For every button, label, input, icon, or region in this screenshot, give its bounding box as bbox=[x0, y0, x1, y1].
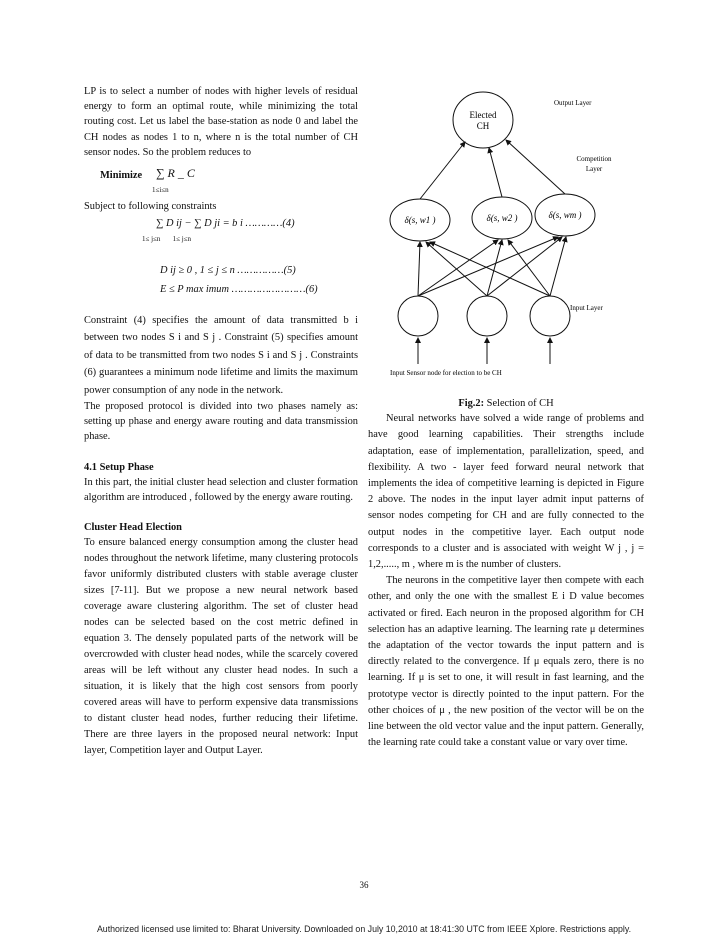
elected-label-line1: Elected bbox=[469, 110, 497, 120]
competition-node-3-label: δ(s, wm ) bbox=[548, 210, 582, 220]
figure-caption-text: Selection of CH bbox=[484, 398, 554, 409]
protocol-paragraph: The proposed protocol is divided into two phases namely as: setting up phase and energy aware routing and data transmission phase. bbox=[84, 401, 358, 443]
competition-node-1-label: δ(s, w1 ) bbox=[404, 215, 436, 225]
equation-4-subscript: 1≤ j≤n 1≤ j≤n bbox=[142, 235, 192, 243]
equation-6: E ≤ P max imum ……………………(6) bbox=[160, 284, 318, 295]
cluster-head-election-heading: Cluster Head Election bbox=[84, 522, 182, 534]
intro-paragraph: LP is to select a number of nodes with higher levels of residual energy to form an optimal route, while minimizing the total routing cost. Let us label the base-station as node 0 and label the CH nodes as nodes 1 to n, where n is the total number of CH sensor nodes. So the problem reduces to bbox=[84, 86, 358, 158]
elected-ch-node bbox=[453, 92, 513, 148]
subject-to: Subject to following constraints bbox=[84, 201, 217, 212]
left-column-body bbox=[84, 312, 358, 759]
right-column bbox=[368, 396, 644, 751]
figure-caption bbox=[368, 396, 644, 411]
equation-4: ∑ D ij − ∑ D ji = b i …………(4) bbox=[156, 218, 295, 229]
page-number: 36 bbox=[359, 880, 369, 890]
input-sensor-label: Input Sensor node for election to be CH bbox=[390, 369, 502, 377]
equation-5: D ij ≥ 0 , 1 ≤ j ≤ n ……………(5) bbox=[160, 265, 296, 276]
minimize-label: Minimize bbox=[100, 170, 143, 181]
competition-node-2-label: δ(s, w2 ) bbox=[486, 213, 518, 223]
setup-paragraph: In this part, the initial cluster head selection and cluster formation algorithm are introduced , followed by the energy aware routing. bbox=[84, 476, 358, 504]
cluster-head-election-paragraph: To ensure balanced energy consumption among the cluster head nodes throughout the network lifetime, many clustering protocols favor uniformly distributed clusters with stable average cluster sizes [7-11]. But we propose a new neural network based coverage aware clustering algorithm. The set of cluster head nodes can be selected based on the cost metric defined in equation 3. The densely populated parts of the network will be overcrowded with cluster head nodes, while the scarcely covered areas will be left without any cluster head nodes. In such a situation, it is likely that the high cost sensors from poorly covered areas will have to perform expensive data transmissions to distant cluster head nodes, further reducing their lifetime. There are three layers in the proposed neural network: Input layer, Competition layer and Output Layer. bbox=[84, 537, 358, 757]
input-layer-label: Input Layer bbox=[570, 304, 603, 312]
constraint-paragraph: Constraint (4) specifies the amount of data transmitted b i between two nodes S i and S j . Constraint (5) specifies amount of data to be transmitted from two nodes S i and S j . Constraints (6) guarantees a minimum node lifetime and limits the maximum power consumption of any node in the network. bbox=[84, 315, 358, 396]
neural-network-diagram bbox=[368, 86, 648, 382]
minimize-expression: ∑ R _ C bbox=[156, 166, 195, 180]
left-column bbox=[84, 84, 358, 160]
input-node-1 bbox=[398, 296, 438, 336]
right-paragraph-2: The neurons in the competitive layer then compete with each other, and only the one with the smallest E i D value becomes activated or fired. Each neuron in the proposed algorithm for CH selection has an adaptive learning. The learning rate μ determines the adaptation of the vector towards the input pattern and is directly related to the convergence. If μ equals zero, there is no learning. If μ is set to one, it will result in fast learning, and the prototype vector is directly pointed to the input pattern. For the other choices of μ , the new position of the vector will be on the line between the old vector value and the input pattern. Generally, the learning rate could take a constant value or vary over time. bbox=[368, 575, 644, 749]
competition-label-line1: Competition bbox=[576, 155, 612, 163]
setup-heading: 4.1 Setup Phase bbox=[84, 461, 154, 473]
input-node-2 bbox=[467, 296, 507, 336]
license-footer: Authorized licensed use limited to: Bharat University. Downloaded on July 10,2010 at 18:41:30 UTC from IEEE Xplore. Restrictions apply. bbox=[96, 924, 632, 934]
elected-label-line2: CH bbox=[476, 121, 490, 131]
output-layer-label: Output Layer bbox=[554, 99, 592, 107]
competition-label-line2: Layer bbox=[585, 165, 603, 173]
input-node-3 bbox=[530, 296, 570, 336]
right-paragraph-1: Neural networks have solved a wide range of problems and have good learning capabilities. Their strengths include adaptation, ease of implementation, parallelization, speed, and flexibility. A two - layer feed forward neural network that implements the idea of competitive learning is depicted in Figure 2 above. The nodes in the input layer admit input patterns of sensor nodes competing for CH and are fully connected to the output nodes in the competitive layer. Each output node corresponds to a cluster and is associated with weight W j , j = 1,2,....., m , where m is the number of clusters. bbox=[368, 413, 644, 571]
minimize-subscript: 1≤i≤n bbox=[152, 186, 169, 194]
figure-caption-label: Fig.2: bbox=[458, 398, 485, 409]
